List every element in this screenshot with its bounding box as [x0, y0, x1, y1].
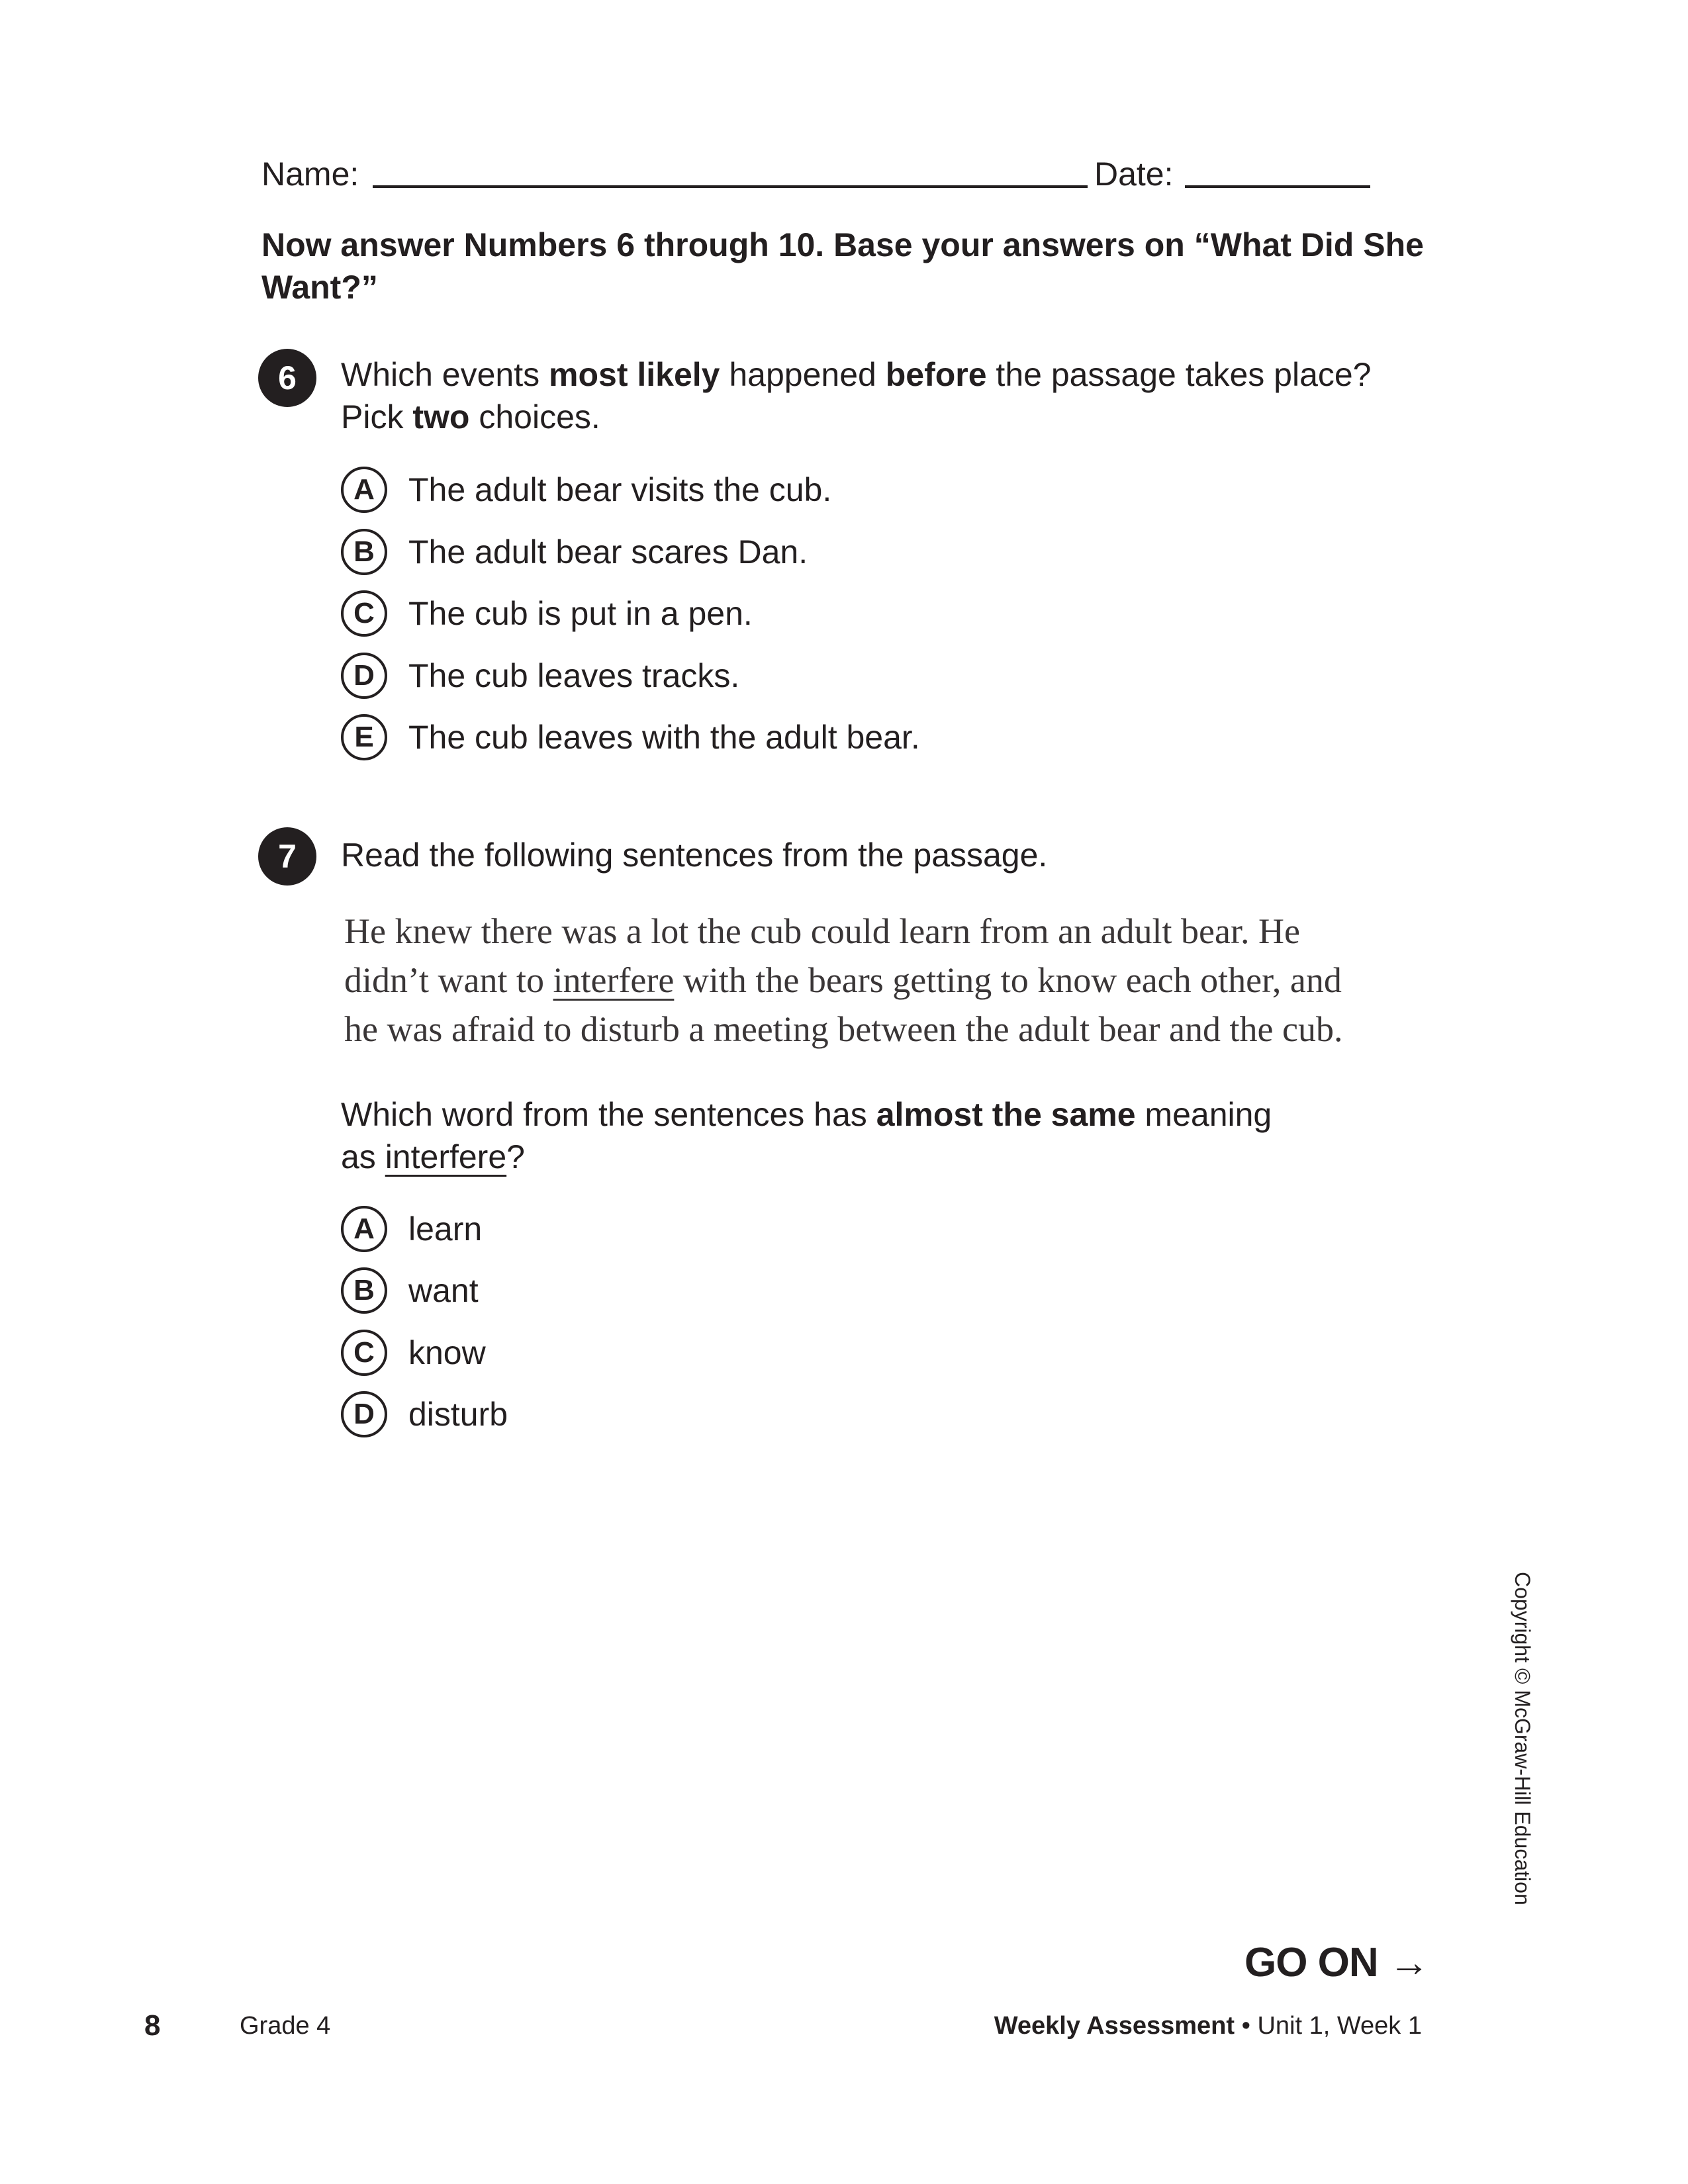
answer-bubble[interactable]: A [341, 467, 387, 513]
choice-text: The cub leaves with the adult bear. [408, 719, 920, 756]
go-on-indicator: GO ON → [1244, 1940, 1429, 1985]
answer-bubble[interactable]: B [341, 1267, 387, 1314]
question-number-7: 7 [258, 827, 316, 886]
answer-bubble[interactable]: D [341, 1391, 387, 1437]
choice-text: The adult bear scares Dan. [408, 533, 808, 570]
answer-bubble[interactable]: D [341, 653, 387, 699]
page-number: 8 [144, 2009, 161, 2042]
assessment-label: Weekly Assessment • Unit 1, Week 1 [994, 2012, 1422, 2040]
vocab-word: interfere [385, 1138, 507, 1175]
answer-bubble[interactable]: A [341, 1206, 387, 1252]
answer-bubble[interactable]: B [341, 529, 387, 575]
date-label: Date: [1094, 156, 1174, 193]
vocab-word: interfere [553, 960, 675, 1000]
question-7-text: Which word from the sentences has almost the same meaning as interfere? [341, 1096, 1272, 1175]
instructions: Now answer Numbers 6 through 10. Base your answers on “What Did She Want?” [261, 226, 1424, 306]
date-field[interactable] [1185, 185, 1370, 188]
choice-text: The cub leaves tracks. [408, 657, 740, 694]
name-label: Name: [261, 156, 359, 193]
choice-text: The adult bear visits the cub. [408, 471, 832, 508]
choice-text: learn [408, 1210, 483, 1248]
question-number-6: 6 [258, 349, 316, 407]
question-6-text: Which events most likely happened before the passage takes place? Pick two choices. [341, 356, 1372, 435]
copyright-notice: Copyright © McGraw-Hill Education [1511, 1572, 1534, 1905]
name-field[interactable] [373, 185, 1088, 188]
choice-text: The cub is put in a pen. [408, 595, 753, 632]
answer-bubble[interactable]: C [341, 590, 387, 637]
grade-label: Grade 4 [240, 2012, 331, 2040]
passage-excerpt: He knew there was a lot the cub could learn from an adult bear. He didn’t want to interfere with the bears getting to know each other, and he was afraid to disturb a meeting between the adult bear and the cub. [344, 911, 1343, 1049]
choice-text: disturb [408, 1396, 508, 1433]
question-7-prompt: Read the following sentences from the passage. [341, 837, 1048, 874]
answer-bubble[interactable]: E [341, 714, 387, 760]
choice-text: know [408, 1334, 486, 1371]
header-row [261, 151, 1387, 197]
answer-bubble[interactable]: C [341, 1330, 387, 1376]
choice-text: want [408, 1272, 479, 1309]
